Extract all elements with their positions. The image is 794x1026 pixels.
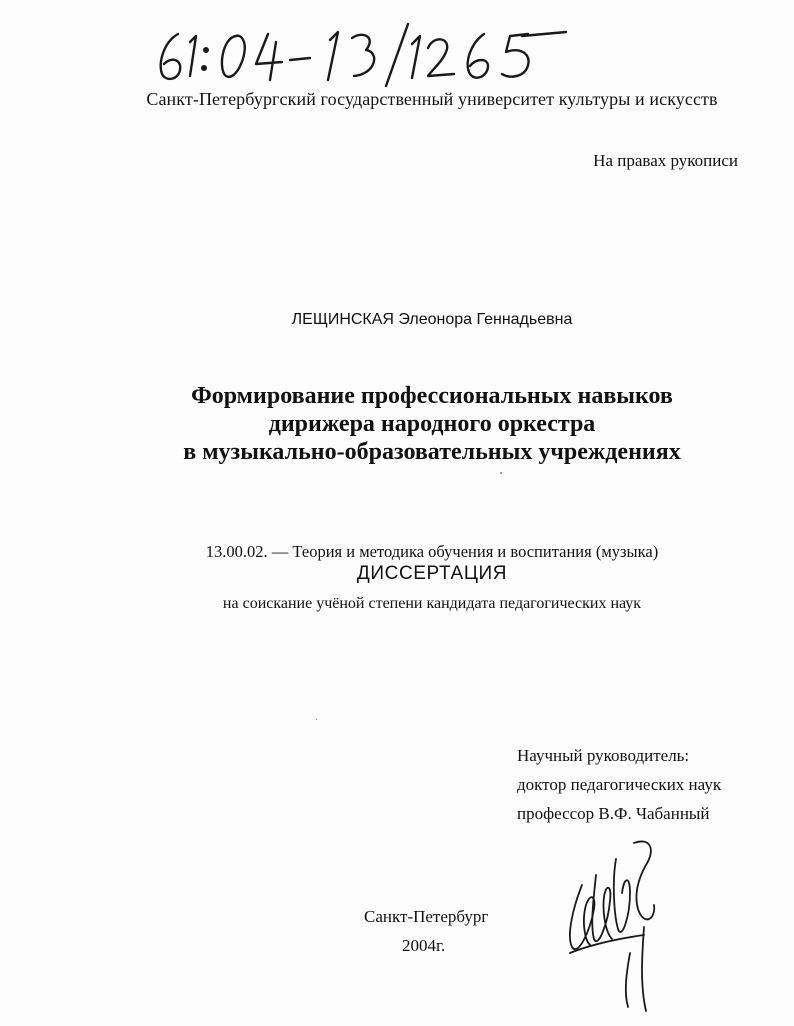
city: Санкт-Петербург: [364, 907, 489, 926]
scan-speck: [500, 472, 502, 474]
handwritten-signature: [560, 835, 670, 1015]
university-name: Санкт-Петербургский государственный университет культуры и искусств: [146, 89, 718, 109]
title-line: в музыкально-образовательных учреждениях: [183, 439, 681, 465]
supervisor-block: [517, 741, 721, 828]
dissertation-title: [0, 382, 794, 466]
supervisor-label: Научный руководитель:: [517, 746, 690, 765]
handwritten-archive-code: [150, 20, 580, 90]
author-name: ЛЕЩИНСКАЯ Элеонора Геннадьевна: [291, 311, 573, 328]
signature-drawing: [560, 835, 670, 1015]
supervisor-degree: доктор педагогических наук: [517, 775, 722, 794]
document-type: ДИССЕРТАЦИЯ: [356, 563, 508, 584]
title-line: дирижера народного оркестра: [268, 411, 596, 437]
degree-statement: на соискание учёной степени кандидата педагогических наук: [222, 595, 642, 612]
handwritten-archive-code-drawing: [150, 20, 580, 90]
specialty-code: 13.00.02. — Теория и методика обучения и воспитания (музыка): [205, 542, 659, 561]
supervisor-name: профессор В.Ф. Чабанный: [517, 804, 710, 823]
title-line: Формирование профессиональных навыков: [191, 383, 673, 409]
year: 2004г.: [402, 936, 446, 955]
scan-speck: [316, 719, 317, 720]
rights-note: На правах рукописи: [593, 151, 738, 170]
